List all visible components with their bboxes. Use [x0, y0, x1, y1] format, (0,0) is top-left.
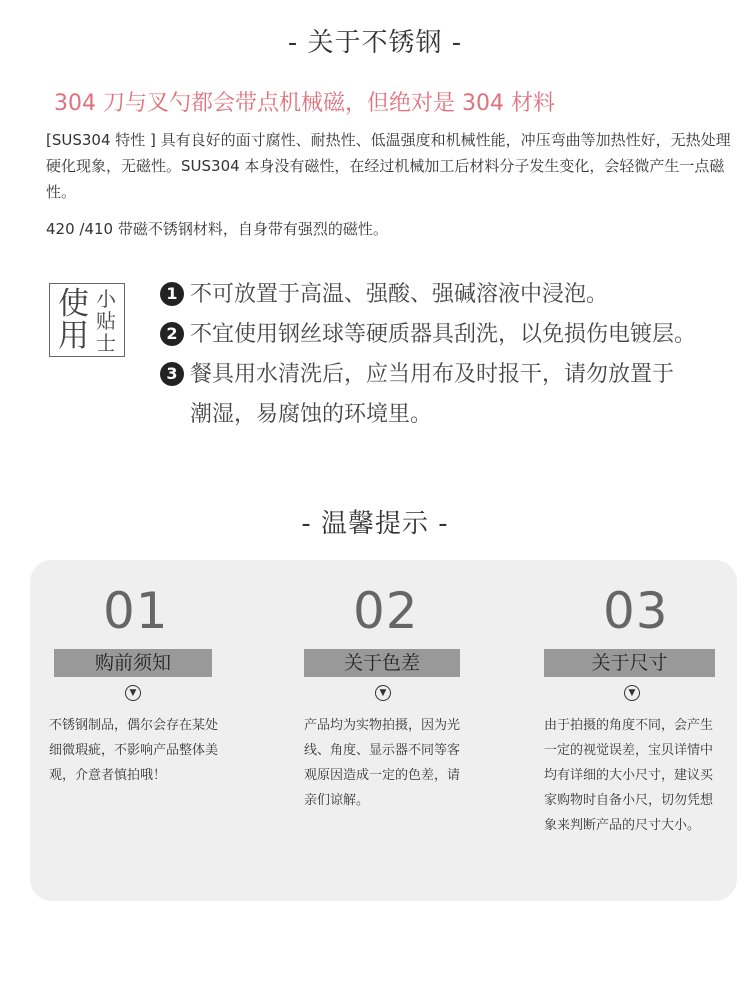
highlight-text: 304 刀与叉勺都会带点机械磁，但绝对是 304 材料 — [54, 91, 555, 116]
usage-tips-badge — [49, 283, 125, 357]
tip-text-continued: 潮湿，易腐蚀的环境里。 — [190, 402, 433, 427]
chevron-down-icon: ▼ — [375, 685, 391, 701]
usage-tips-big-label: 使用 — [58, 286, 89, 354]
tip-item-2 — [160, 315, 696, 355]
tip-text: 餐具用水清洗后，应当用布及时报干，请勿放置于 — [190, 362, 675, 387]
notice-panel — [30, 560, 737, 901]
notice-label: 关于尺寸 — [544, 649, 715, 677]
magnetic-note: 420 /410 带磁不锈钢材料，自身带有强烈的磁性。 — [46, 220, 388, 238]
description-paragraph: [SUS304 特性 ] 具有良好的面寸腐性、耐热性、低温强度和机械性能，冲压弯曲等加热性好，无热处理硬化现象，无磁性。SUS304 本身没有磁性，在经过机械加工后材料分子发生变化，会轻微产生一点磁性。 — [46, 131, 731, 201]
notice-label: 关于色差 — [304, 649, 460, 677]
notice-number: 01 — [103, 582, 169, 640]
tip-text: 不宜使用钢丝球等硬质器具刮洗，以免损伤电镀层。 — [190, 322, 697, 347]
section-title-stainless: - 关于不锈钢 - — [287, 28, 463, 58]
number-3-icon: 3 — [160, 362, 184, 386]
notice-description: 由于拍摄的角度不同，会产生一定的视觉误差，宝贝详情中均有详细的大小尺寸，建议买家购物时自备小尺，切勿凭想象来判断产品的尺寸大小。 — [544, 718, 714, 833]
number-1-icon: 1 — [160, 282, 184, 306]
tip-text: 不可放置于高温、强酸、强碱溶液中浸泡。 — [190, 282, 609, 307]
notice-description: 产品均为实物拍摄，因为光线、角度、显示器不同等客观原因造成一定的色差，请亲们谅解。 — [304, 718, 461, 808]
tip-item-3 — [160, 355, 720, 435]
section-title-notice: - 温馨提示 - — [301, 509, 449, 539]
notice-label: 购前须知 — [54, 649, 212, 677]
notice-description: 不锈钢制品，偶尔会存在某处细微瑕疵，不影响产品整体美观，介意者慎拍哦！ — [49, 718, 219, 783]
chevron-down-icon: ▼ — [125, 685, 141, 701]
number-2-icon: 2 — [160, 322, 184, 346]
tip-item-1 — [160, 275, 608, 315]
usage-tips-small-label: 小贴士 — [96, 287, 116, 355]
notice-number: 02 — [353, 582, 419, 640]
notice-number: 03 — [603, 582, 669, 640]
chevron-down-icon: ▼ — [624, 685, 640, 701]
